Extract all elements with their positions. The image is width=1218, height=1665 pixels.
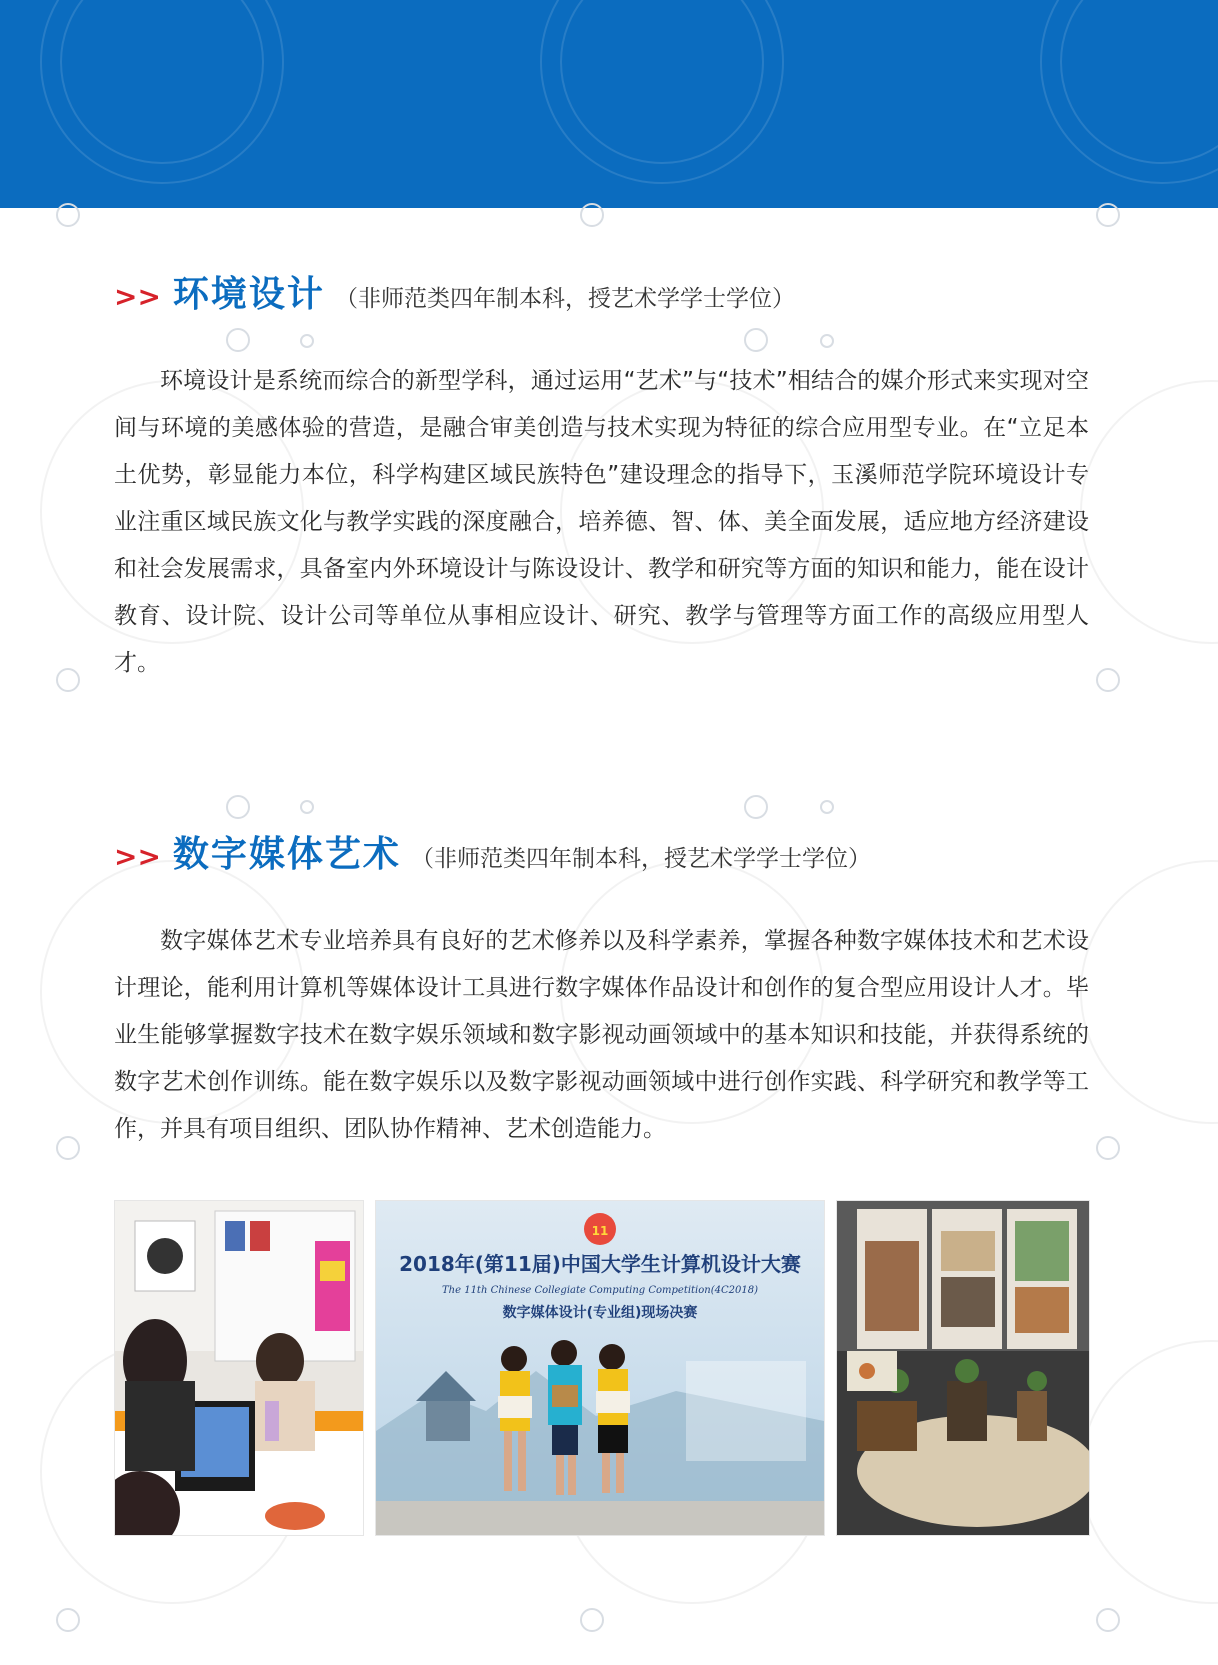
section-body: 数字媒体艺术专业培养具有良好的艺术修养以及科学素养，掌握各种数字媒体技术和艺术设计理论，能利用计算机等媒体设计工具进行数字媒体作品设计和创作的复合型应用设计人才。毕业生能够掌握数字技术在数字娱乐领域和数字影视动画领域中的基本知识和技能，并获得系统的数字艺术创作训练。能在数字娱乐以及数字影视动画领域中进行创作实践、科学研究和教学等工作，并具有项目组织、团队协作精神、艺术创造能力。: [114, 928, 1089, 1142]
section-subtitle: （非师范类四年制本科，授艺术学学士学位）: [334, 286, 795, 312]
decor-dot: [744, 328, 768, 352]
decor-dot: [820, 334, 834, 348]
classroom-photo: [114, 1200, 364, 1536]
decor-dot: [56, 1608, 80, 1632]
decor-dot: [820, 800, 834, 814]
header-banner: [0, 0, 1218, 208]
section-body: 环境设计是系统而综合的新型学科，通过运用“艺术”与“技术”相结合的媒介形式来实现对空间与环境的美感体验的营造，是融合审美创造与技术实现为特征的综合应用型专业。在“立足本土优势，彰显能力本位，科学构建区域民族特色”建设理念的指导下，玉溪师范学院环境设计专业注重区域民族文化与教学实践的深度融合，培养德、智、体、美全面发展，适应地方经济建设和社会发展需求，具备室内外环境设计与陈设设计、教学和研究等方面的知识和能力，能在设计教育、设计院、设计公司等单位从事相应设计、研究、教学与管理等方面工作的高级应用型人才。: [114, 368, 1089, 676]
decor-dot: [1096, 203, 1120, 227]
decor-dot: [56, 1136, 80, 1160]
double-chevron-icon: >>: [114, 840, 161, 873]
decor-dot: [744, 795, 768, 819]
decor-dot: [1096, 668, 1120, 692]
decor-dot: [300, 800, 314, 814]
section-heading-digital-media-art: [114, 826, 871, 877]
decor-dot: [226, 795, 250, 819]
contest-banner-sub: 数字媒体设计(专业组)现场决赛: [502, 1305, 698, 1321]
section-title: 环境设计: [172, 274, 325, 315]
contest-banner-title: 2018年(第11届)中国大学生计算机设计大赛: [399, 1252, 801, 1276]
decor-dot: [56, 668, 80, 692]
contest-logo-text: 11: [591, 1224, 609, 1238]
double-chevron-icon: >>: [114, 280, 161, 313]
decor-dot: [1096, 1136, 1120, 1160]
section-title: 数字媒体艺术: [172, 834, 401, 875]
decor-dot: [580, 203, 604, 227]
section-subtitle: （非师范类四年制本科，授艺术学学士学位）: [410, 846, 871, 872]
contest-banner-en: The 11th Chinese Collegiate Computing Competition(4C2018): [442, 1285, 758, 1296]
decor-dot: [300, 334, 314, 348]
decor-dot: [580, 1608, 604, 1632]
watermark-ring: [1080, 860, 1218, 1124]
watermark-ring: [1080, 1340, 1218, 1604]
exhibition-photo: [836, 1200, 1090, 1536]
section-heading-environment-design: [114, 266, 795, 317]
decor-dot: [56, 203, 80, 227]
watermark-ring: [1080, 380, 1218, 644]
competition-photo: [375, 1200, 825, 1536]
decor-dot: [1096, 1608, 1120, 1632]
decor-dot: [226, 328, 250, 352]
